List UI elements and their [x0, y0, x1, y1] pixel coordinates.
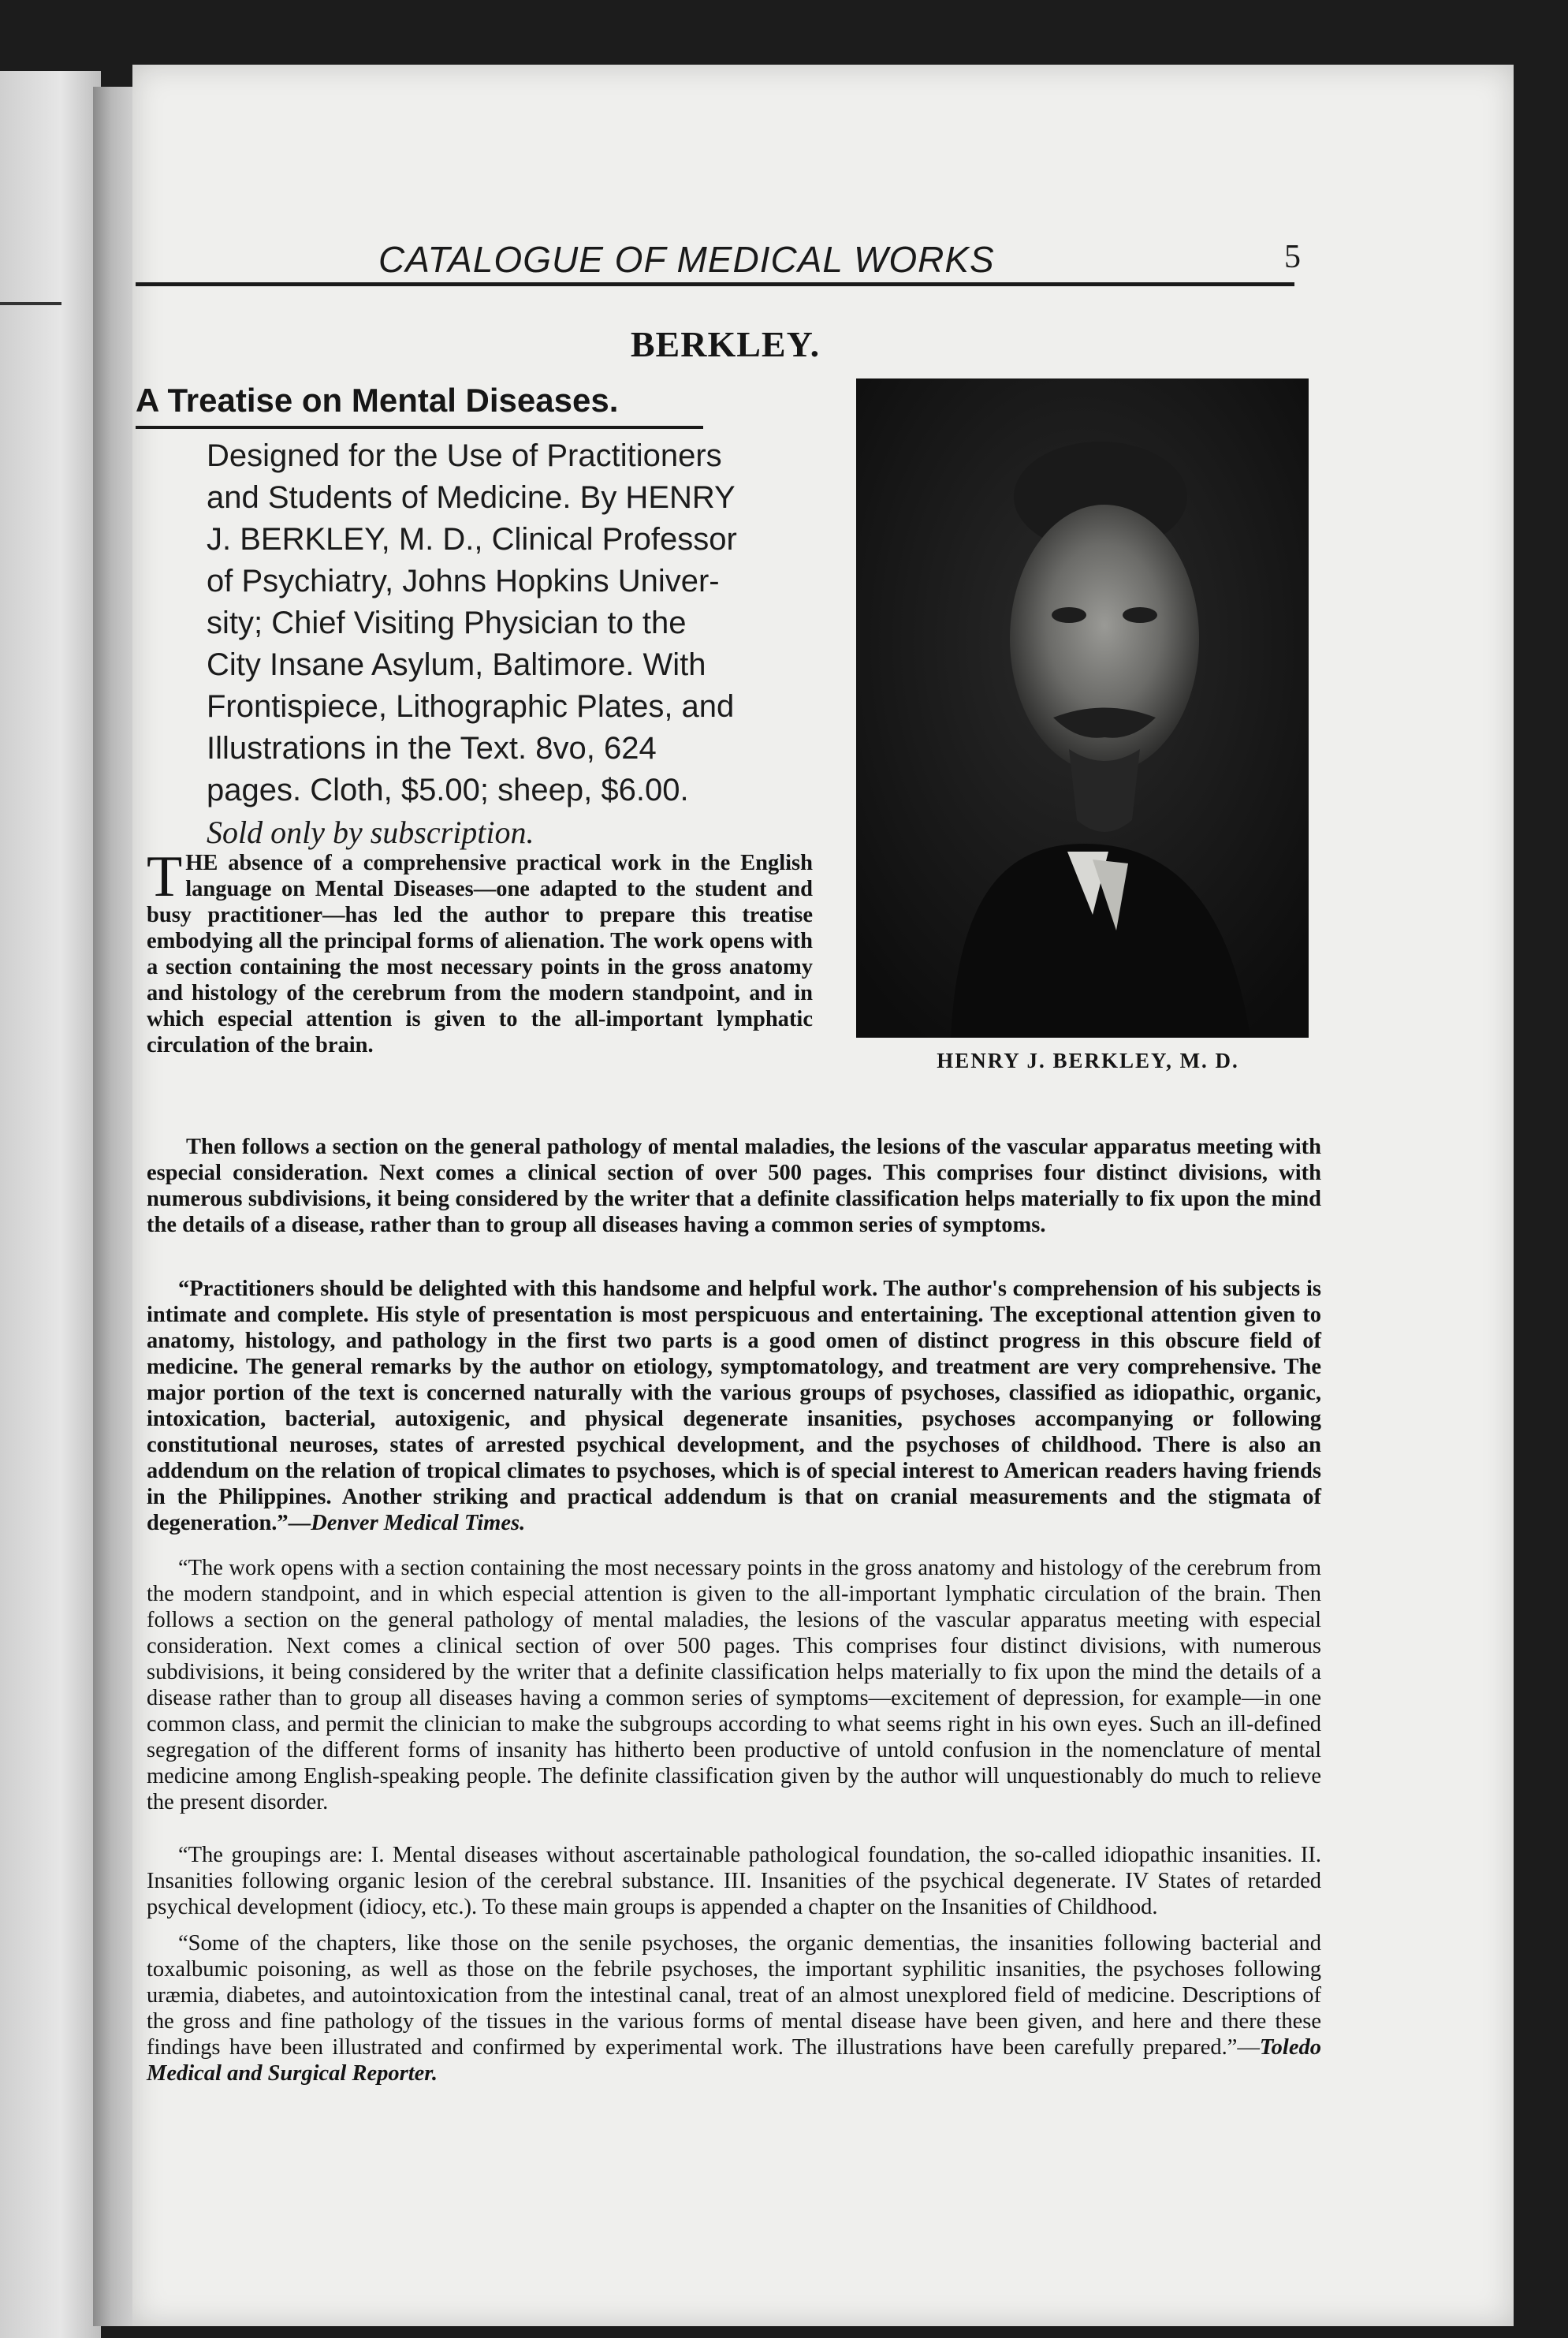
running-header	[244, 238, 1301, 284]
description-line: and Students of Medicine. By HENRY	[207, 480, 736, 515]
portrait-caption: HENRY J. BERKLEY, M. D.	[937, 1049, 1239, 1072]
drop-cap: T	[147, 845, 183, 909]
review-text: “Practitioners should be delighted with this handsome and helpful work. The author's comprehension of his subjects is intimate and complete. His style of presentation is most perspicuous and entertaining. The exceptional attention given to anatomy, histology, and pathology in the first two parts is a good omen of distinct progress in this obscure field of medicine. The general remarks by the author on etiology, symptomatology, and treatment are very comprehensive. The major portion of the text is concerned naturally with the various groups of psychoses, classified as idiopathic, organic, intoxication, bacterial, autoxigenic, and physical degenerate insanities, psychoses accompanying or following constitutional neuroses, states of arrested psychical development, and the psychoses of childhood. There is also an addendum on the relation of tropical climates to psychoses, which is of special interest to American readers having friends in the Philippines. Another striking and practical addendum is that on cranial measurements and the stigmata of degeneration.”—	[147, 1277, 1321, 1535]
description-line: Frontispiece, Lithographic Plates, and	[207, 689, 735, 724]
review-source: Denver Medical Times.	[311, 1511, 526, 1535]
review-source: Toledo Medical and Surgical Reporter.	[147, 2035, 1321, 2086]
review-denver	[147, 1276, 1321, 1536]
portrait-photo	[856, 378, 1309, 1038]
description-line: pages. Cloth, $5.00; sheep, $6.00.	[207, 773, 689, 807]
description-line: J. BERKLEY, M. D., Clinical Professor	[207, 522, 737, 557]
description-line: Illustrations in the Text. 8vo, 624	[207, 731, 657, 766]
subscription-note: Sold only by subscription.	[207, 815, 534, 850]
intro-text: HE absence of a comprehensive practical work in the English language on Mental Diseases—one adapted to the student and busy practitioner—has led the author to prepare this treatise embodying all the principal forms of alienation. The work opens with a section containing the most necessary points in the gross anatomy and histology of the cerebrum from the modern standpoint, and in which especial attention is given to the all-important lymphatic circulation of the brain.	[147, 851, 813, 1057]
book-title: A Treatise on Mental Diseases.	[136, 382, 619, 419]
review-toledo-part2: “The groupings are: I. Mental diseases without ascertainable pathological foundation, the so-called idiopathic insanities. II. Insanities following organic lesion of the cerebral substance. III. Insanities of the psychical degenerate. IV States of retarded psychical development (idiocy, etc.). To these main groups is appended a chapter on the Insanities of Childhood.	[147, 1843, 1321, 1919]
review-text: “Some of the chapters, like those on the senile psychoses, the organic dementias, the insanities following bacterial and toxalbumic poisoning, as well as those on the febrile psychoses, the important syphilitic insanities, the psychoses following uræmia, diabetes, and autointoxication from the intestinal canal, treat of an almost unexplored field of medicine. Descriptions of the gross and fine pathology of the tissues in the various forms of mental disease have been given, and here and there these findings have been illustrated and confirmed by experimental work. The illustrations have been carefully prepared.”—	[147, 1931, 1321, 2060]
left-page-rule	[0, 302, 61, 305]
left-facing-page	[0, 71, 101, 2338]
header-rule	[136, 282, 1294, 286]
description-line: City Insane Asylum, Baltimore. With	[207, 647, 706, 682]
page-number: 5	[1284, 239, 1301, 275]
author-portrait	[856, 378, 1309, 1038]
description-line: sity; Chief Visiting Physician to the	[207, 606, 687, 640]
review-toledo-part1: “The work opens with a section containing the most necessary points in the gross anatomy and histology of the cerebrum from the modern standpoint, and in which especial attention is given to the all-important lymphatic circulation of the brain. Then follows a section on the general pathology of mental maladies, the lesions of the vascular apparatus meeting with especial consideration. Next comes a clinical section of over 500 pages. This comprises four distinct divisions, with numerous subdivisions, it being considered by the writer that a definite classification helps materially to fix upon the mind the details of a disease rather than to group all diseases having a common series of symptoms—excitement of depression, for example—in one common class, and permit the clinician to make the subgroups according to what seems right in his own eyes. Such an ill-defined segregation of the different forms of insanity has hitherto been productive of untold confusion in the nomenclature of mental medicine among English-speaking people. The definite classification given by the author will unquestionably do much to relieve the present disorder.	[147, 1556, 1321, 1814]
book-description	[207, 435, 814, 853]
description-line: of Psychiatry, Johns Hopkins Univer-	[207, 564, 720, 598]
title-underline	[136, 426, 703, 429]
intro-paragraph	[147, 845, 813, 1058]
description-paragraph: Then follows a section on the general pathology of mental maladies, the lesions of the vascular apparatus meeting with especial consideration. Next comes a clinical section of over 500 pages. This comprises four distinct divisions, with numerous subdivisions, it being considered by the writer that a definite classification helps materially to fix upon the mind the details of a disease, rather than to group all diseases having a common series of symptoms.	[147, 1135, 1321, 1237]
description-line: Designed for the Use of Practitioners	[207, 438, 722, 473]
author-heading: BERKLEY.	[630, 324, 821, 364]
running-title: CATALOGUE OF MEDICAL WORKS	[378, 239, 995, 280]
review-toledo-part3	[147, 1930, 1321, 2086]
